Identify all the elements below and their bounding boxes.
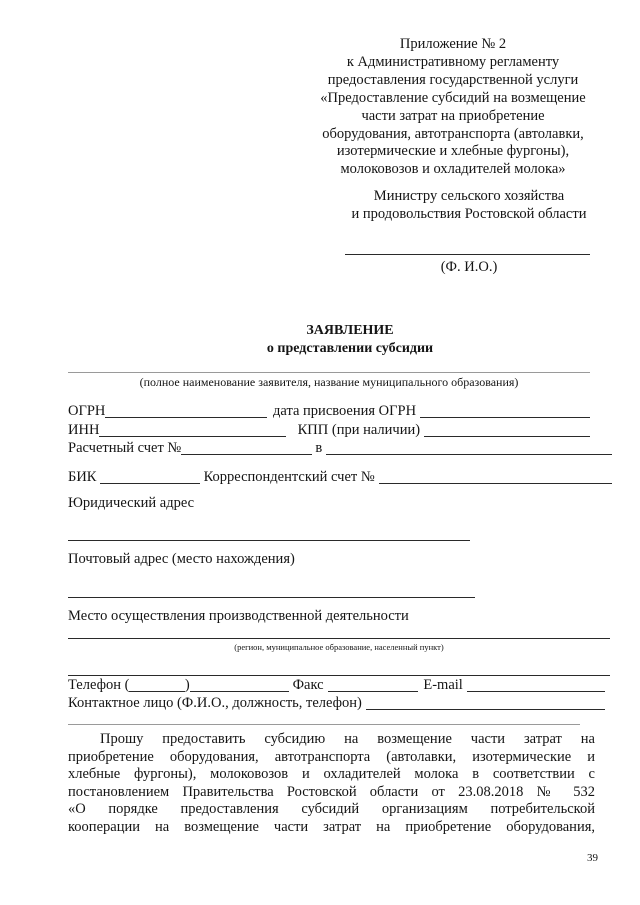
appendix-line: части затрат на приобретение xyxy=(361,107,545,124)
postal-address-label: Почтовый адрес (место нахождения) xyxy=(68,551,295,567)
appendix-line: к Административному регламенту xyxy=(346,53,560,70)
phone-code-close: ) xyxy=(184,677,190,693)
postal-address-field[interactable] xyxy=(68,597,475,598)
production-place-caption: (регион, муниципальное образование, населенный пункт) xyxy=(234,642,444,652)
paragraph-line: хлебные фургоны), молоковозов и охладителей молока в соответствии с xyxy=(68,766,595,782)
account-row xyxy=(68,440,612,457)
phone-code-field[interactable] xyxy=(129,677,184,692)
appendix-line: предоставления государственной услуги xyxy=(327,71,579,88)
document-title xyxy=(200,322,500,358)
paragraph-line: «О порядке предоставления субсидий организациям потребительской xyxy=(68,801,595,817)
ogrn-label: ОГРН xyxy=(68,403,106,419)
addressee-line: Министру сельского хозяйства xyxy=(373,188,565,204)
contact-person-label: Контактное лицо (Ф.И.О., должность, телефон) xyxy=(68,695,362,711)
paragraph-line: приобретение оборудования, автотранспорта (автолавки, изотермические и xyxy=(68,748,595,765)
corr-account-field[interactable] xyxy=(379,469,612,484)
title-main: ЗАЯВЛЕНИЕ xyxy=(306,323,394,338)
addressee-line: и продовольствия Ростовской области xyxy=(351,206,587,222)
request-paragraph xyxy=(68,731,595,836)
appendix-header xyxy=(310,36,596,179)
inn-label: ИНН xyxy=(68,422,100,438)
addressee-fio-field[interactable] xyxy=(345,254,590,255)
paragraph-line: кооперации на возмещение части затрат на приобретение оборудования, xyxy=(68,818,595,835)
production-place-label: Место осуществления производственной деятельности xyxy=(68,608,409,624)
fax-label: Факс xyxy=(292,677,324,693)
appendix-line: изотермические и хлебные фургоны), xyxy=(336,143,570,160)
page-number: 39 xyxy=(587,852,598,864)
bik-row xyxy=(68,469,612,486)
contact-person-row xyxy=(68,695,605,712)
paragraph-line: постановлением Правительства Ростовской области от 23.08.2018 № 532 xyxy=(68,783,595,800)
appendix-line: молоковозов и охладителей молока» xyxy=(340,161,566,178)
applicant-caption: (полное наименование заявителя, название муниципального образования) xyxy=(139,375,519,389)
email-label: E-mail xyxy=(423,677,463,693)
fio-caption: (Ф. И.О.) xyxy=(440,259,498,275)
phone-field[interactable] xyxy=(190,677,289,692)
account-label: Расчетный счет № xyxy=(68,440,182,456)
bank-field[interactable] xyxy=(326,440,612,455)
production-place-field[interactable] xyxy=(68,638,610,639)
kpp-field[interactable] xyxy=(424,422,590,437)
bik-field[interactable] xyxy=(100,469,199,484)
bank-label: в xyxy=(315,440,323,456)
contacts-row xyxy=(68,677,605,694)
appendix-line: «Предоставление субсидий на возмещение xyxy=(320,89,586,106)
kpp-label: КПП (при наличии) xyxy=(297,422,421,438)
ogrn-date-label: дата присвоения ОГРН xyxy=(273,403,417,419)
production-place-field-extra[interactable] xyxy=(68,675,610,676)
addressee-block xyxy=(334,187,604,223)
corr-account-label: Корреспондентский счет № xyxy=(203,469,375,485)
phone-label: Телефон ( xyxy=(68,677,130,693)
fax-field[interactable] xyxy=(328,677,419,692)
email-field[interactable] xyxy=(467,677,605,692)
bik-label: БИК xyxy=(68,469,97,485)
ogrn-row xyxy=(68,403,590,420)
applicant-name-field[interactable] xyxy=(68,372,590,373)
paragraph-line: Прошу предоставить субсидию на возмещение части затрат на xyxy=(100,731,595,747)
appendix-line: Приложение № 2 xyxy=(399,36,507,52)
legal-address-field[interactable] xyxy=(68,540,470,541)
ogrn-field[interactable] xyxy=(105,403,267,418)
legal-address-label: Юридический адрес xyxy=(68,495,195,511)
contact-person-field[interactable] xyxy=(366,695,605,710)
account-field[interactable] xyxy=(181,440,312,455)
inn-field[interactable] xyxy=(99,422,285,437)
appendix-line: оборудования, автотранспорта (автолавки, xyxy=(322,125,584,142)
contact-person-field-extra[interactable] xyxy=(68,724,580,725)
inn-row xyxy=(68,422,590,439)
title-sub: о представлении субсидии xyxy=(266,341,434,356)
ogrn-date-field[interactable] xyxy=(420,403,590,418)
